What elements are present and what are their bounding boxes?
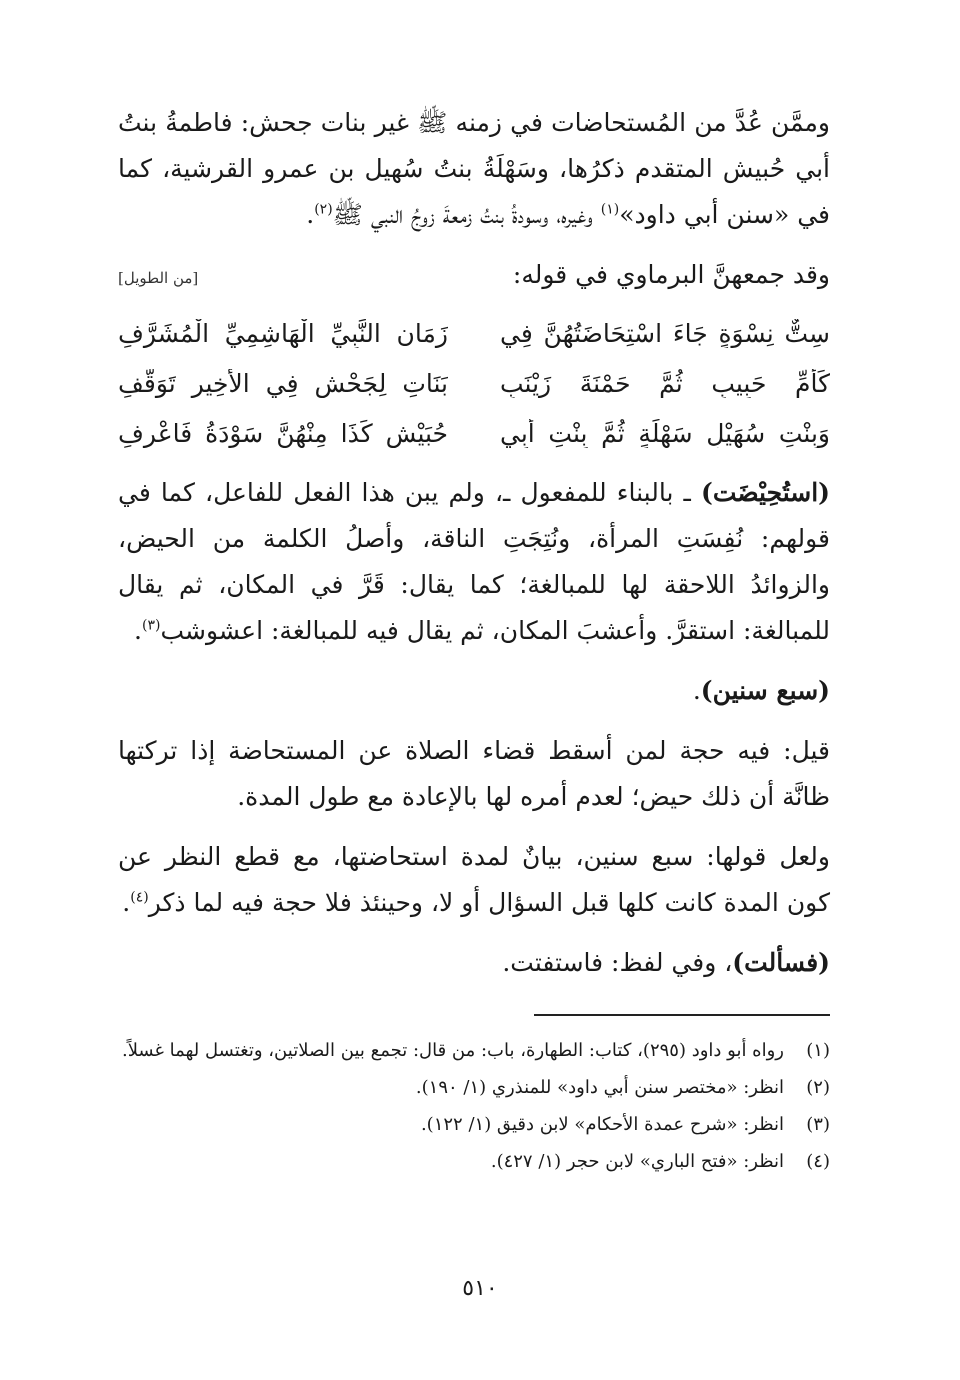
- poem: [118, 308, 830, 458]
- paragraph-text: ولعل قولها: سبع سنين، بيانٌ لمدة استحاضتها، مع قطع النظر عن كون المدة كانت كلها قبل السؤال أو لا، وحينئذ فلا حجة فيه لما ذكر: [118, 842, 830, 917]
- footnote-ref-1[interactable]: (١): [600, 201, 620, 218]
- footnote-ref-4[interactable]: (٤): [130, 889, 149, 906]
- poem-intro: [118, 252, 830, 298]
- lemma-heading: (سبع سنين): [700, 676, 830, 705]
- footnote-number: (١): [806, 1040, 830, 1061]
- footnote-item: [118, 1069, 830, 1106]
- paragraph-end: .: [692, 676, 701, 705]
- paragraph-end: .: [134, 616, 142, 645]
- page-body: [118, 100, 830, 1180]
- paragraph-end: .: [122, 888, 131, 917]
- verse-second-hemistich: حُبَيْشٍ كَذَا مِنْهُنَّ سَوْدَةُ فَاعْرِفِ: [118, 418, 448, 448]
- paragraph-laalla: [118, 834, 830, 926]
- verse-second-hemistich: بَنَاتِ لِجَحْشٍ فِي الأَخِيرِ تَوَقُّفِ: [118, 368, 448, 398]
- footnotes: [118, 1032, 830, 1180]
- poem-verse: [118, 358, 830, 408]
- paragraph-fasaalat: [118, 940, 830, 986]
- footnote-item: [118, 1106, 830, 1143]
- lemma-heading: (استُحِيْضَت): [700, 478, 830, 507]
- footnote-text: رواه أبو داود (٢٩٥)، كتاب: الطهارة، باب: من قال: تجمع بين الصلاتين، وتغتسل لهما غسلاً.: [121, 1040, 784, 1061]
- paragraph-text: وممَّن عُدَّ من المُستحاضات في زمنه ﷺ غير بنات جحش: فاطمةُ بنتُ أبي حُبيش المتقدم ذكرُها، وسَهْلَةُ بنتُ سُهيل بن عمرو القرشية، كما في «سنن أبي داود»: [118, 108, 830, 229]
- poem-intro-text: وقد جمعهنَّ البرماوي في قوله:: [512, 260, 830, 289]
- footnote-ref-2[interactable]: (٢): [314, 201, 333, 218]
- verse-first-hemistich: كَأُمِّ حَبِيبٍ ثُمَّ حَمْنَةَ زَيْنَبٍ: [500, 368, 830, 398]
- footnote-separator: [534, 1014, 830, 1016]
- paragraph-text: قيل: فيه حجة لمن أسقط قضاء الصلاة عن المستحاضة إذا تركتها ظانَّة أن ذلك حيض؛ لعدم أمره لها بالإعادة مع طول المدة.: [118, 736, 830, 811]
- footnote-text: انظر: «شرح عمدة الأحكام» لابن دقيق (١/ ١٢٢).: [420, 1114, 784, 1135]
- footnote-item: [118, 1143, 830, 1180]
- verse-second-hemistich: زَمَانِ النَّبِيِّ الْهَاشِمِيِّ الْمُشَرَّفِ: [118, 318, 448, 348]
- paragraph-mustahadat: [118, 100, 830, 238]
- poem-meter-label: [من الطويل]: [118, 269, 199, 287]
- verse-first-hemistich: وَبِنْتِ سُهَيْلٍ سَهْلَةٍ ثُمَّ بِنْتِ أَبِي: [500, 418, 830, 448]
- paragraph-end: .: [306, 200, 315, 229]
- paragraph-text: ، وفي لفظ: فاستفتت.: [502, 948, 733, 977]
- page-number: ٥١٠: [462, 1276, 498, 1301]
- paragraph-text: ـ بالبناء للمفعول ـ، ولم يبن هذا الفعل للفاعل، كما في قولهم: نُفِسَتِ المرأة، ونُتِجَتِ الناقة، وأصلُ الكلمة من الحيض، والزوائدُ اللاحقة لها للمبالغة؛ كما يقال: قَرَّ في المكان، ثم يقال للمبالغة: استقرَّ. وأعشبَ المكان، ثم يقال فيه للمبالغة: اعشوشب: [118, 478, 830, 645]
- footnote-number: (٢): [806, 1077, 830, 1098]
- paragraph-qila: [118, 728, 830, 820]
- poem-verse: [118, 308, 830, 358]
- paragraph-istuhidat: [118, 470, 830, 654]
- footnote-number: (٣): [806, 1114, 830, 1135]
- footnote-ref-3[interactable]: (٣): [142, 617, 161, 634]
- footnote-item: [118, 1032, 830, 1069]
- lemma-heading: (فسألت): [732, 948, 830, 977]
- footnote-number: (٤): [806, 1151, 830, 1172]
- verse-first-hemistich: سِتٌّ نِسْوَةٍ جَاءَ اسْتِحَاضَتُهُنَّ فِي: [500, 318, 830, 348]
- footnote-text: انظر: «فتح الباري» لابن حجر (١/ ٤٢٧).: [490, 1151, 784, 1172]
- paragraph-sab-sinin: [118, 668, 830, 714]
- paragraph-text: وغيره، وسودةُ بنتُ زمعةَ زوجُ النبي ﷺ: [332, 200, 601, 229]
- poem-verse: [118, 408, 830, 458]
- footnote-text: انظر: «مختصر سنن أبي داود» للمنذري (١/ ١٩٠).: [415, 1077, 784, 1098]
